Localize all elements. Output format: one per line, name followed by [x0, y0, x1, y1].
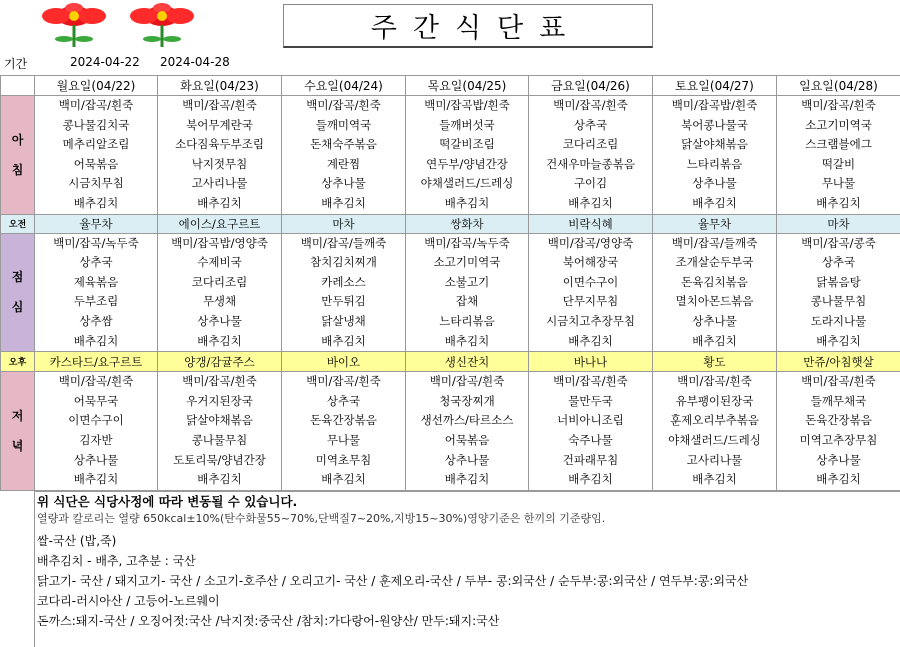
- snack-item: 비락식혜: [529, 214, 653, 233]
- breakfast-label: [1, 96, 35, 215]
- page-title: 주간식단표: [370, 13, 582, 44]
- snack-item: 바나나: [529, 352, 653, 372]
- menu-item: 백미/잡곡/흰죽: [801, 374, 876, 389]
- menu-item: 콩나물무침: [810, 294, 867, 309]
- menu-item: 상추나물: [444, 452, 490, 467]
- menu-item: 카레소스: [321, 274, 366, 289]
- snack-item: 바이오: [282, 352, 406, 372]
- am_snack-label: 오전: [1, 214, 35, 233]
- snack-item: 황도: [653, 352, 777, 372]
- menu-item: 상추나물: [321, 176, 366, 191]
- menu-item: 돈육간장볶음: [805, 413, 872, 428]
- menu-item: 북어콩나물국: [681, 117, 748, 132]
- menu-item: 배추김치: [692, 195, 737, 210]
- menu-item: 백미/잡곡/흰죽: [58, 98, 134, 112]
- snack-item: 마차: [777, 214, 900, 233]
- menu-item: 이면수구이: [562, 274, 619, 289]
- dinner-menu-cell: [653, 372, 777, 491]
- menu-item: 건새우마늘종볶음: [546, 156, 635, 171]
- menu-item: 느타리볶음: [439, 313, 495, 328]
- breakfast-menu-cell: [529, 96, 653, 215]
- origin-line: 돈까스:돼지-국산 / 오징어젓:국산 /낙지젓:중국산 /참치:가다랑어-원양산/ 만두:돼지:국산: [37, 614, 500, 628]
- origin-line: 쌀-국산 (밥,죽): [37, 534, 117, 548]
- menu-item: 시금치고추장무침: [546, 313, 635, 328]
- flower-icons: [34, 3, 204, 49]
- menu-item: 백미/잡곡/콩죽: [801, 235, 876, 250]
- menu-item: 상추쌈: [79, 313, 113, 328]
- menu-item: 닭볶음탕: [816, 274, 861, 289]
- menu-item: 소다짐육두부조림: [175, 137, 264, 152]
- menu-item: 배추김치: [816, 195, 861, 210]
- menu-item: 배추김치: [568, 333, 613, 348]
- menu-item: 배추김치: [444, 333, 490, 348]
- lunch-label-char: 점: [11, 270, 24, 285]
- menu-item: 배추김치: [816, 472, 861, 487]
- snack-item: 율무차: [653, 214, 777, 233]
- origin-line: 코다리-러시아산 / 고등어-노르웨이: [37, 594, 220, 608]
- breakfast-menu-cell: [282, 96, 406, 215]
- menu-item: 만두튀김: [321, 294, 366, 309]
- menu-item: 상추국: [79, 255, 113, 270]
- dinner-menu-cell: [529, 372, 653, 491]
- breakfast-row: [1, 96, 900, 215]
- lunch-menu-cell: [653, 233, 777, 352]
- menu-item: 야채샐러드/드레싱: [420, 176, 514, 191]
- menu-item: 닭살야채볶음: [681, 137, 748, 152]
- menu-item: 북어무계란국: [186, 117, 253, 132]
- menu-item: 백미/잡곡/흰죽: [306, 374, 381, 389]
- menu-item: 상추나물: [692, 313, 737, 328]
- menu-item: 돈채숙주볶음: [310, 137, 377, 152]
- menu-item: 배추김치: [444, 195, 490, 210]
- menu-item: 생선까스/타르소스: [420, 413, 514, 428]
- day-header: 토요일(04/27): [653, 76, 777, 96]
- menu-item: 백미/잡곡밥/흰죽: [424, 98, 510, 112]
- menu-item: 소불고기: [444, 274, 490, 289]
- menu-item: 청국장찌개: [439, 393, 495, 408]
- menu-item: 백미/잡곡/흰죽: [182, 98, 257, 112]
- am_snack-row: [1, 214, 900, 233]
- menu-item: 어묵무국: [73, 393, 119, 408]
- dinner-menu-cell: [406, 372, 529, 491]
- snack-item: 마차: [282, 214, 406, 233]
- menu-item: 돈육간장볶음: [310, 413, 377, 428]
- lunch-menu-cell: [777, 233, 900, 352]
- dinner-menu-cell: [282, 372, 406, 491]
- menu-item: 미역초무침: [315, 452, 372, 467]
- menu-item: 어묵볶음: [444, 432, 490, 447]
- dinner-menu-cell: [158, 372, 282, 491]
- menu-item: 들깨버섯국: [439, 117, 495, 132]
- menu-item: 단무지무침: [562, 294, 619, 309]
- menu-item: 콩나물김치국: [62, 117, 130, 132]
- menu-item: 배추김치: [73, 333, 119, 348]
- menu-item: 배추김치: [568, 472, 613, 487]
- menu-item: 백미/잡곡밥/흰죽: [671, 98, 758, 112]
- menu-item: 유부팽이된장국: [675, 393, 754, 408]
- menu-item: 무나물: [326, 432, 361, 447]
- menu-item: 너비아니조림: [557, 413, 624, 428]
- menu-item: 백미/잡곡/흰죽: [429, 374, 505, 389]
- day-header: 목요일(04/25): [406, 76, 529, 96]
- menu-item: 건파래무침: [562, 452, 619, 467]
- menu-item: 들깨미역국: [315, 117, 372, 132]
- menu-item: 코다리조림: [562, 137, 619, 152]
- menu-item: 상추나물: [816, 452, 861, 467]
- menu-item: 백미/잡곡/영양죽: [547, 235, 634, 250]
- menu-item: 백미/잡곡/녹두죽: [53, 235, 139, 250]
- menu-item: 배추김치: [321, 195, 366, 210]
- menu-item: 백미/잡곡/흰죽: [58, 374, 134, 389]
- menu-item: 상추국: [573, 117, 608, 132]
- lunch-menu-cell: [282, 233, 406, 352]
- menu-item: 무생채: [202, 294, 237, 309]
- menu-item: 멸치아몬드볶음: [675, 294, 754, 309]
- dinner-menu-cell: [777, 372, 900, 491]
- menu-item: 상추나물: [73, 452, 119, 467]
- menu-item: 백미/잡곡/흰죽: [306, 98, 381, 112]
- menu-item: 배추김치: [197, 333, 242, 348]
- breakfast-menu-cell: [406, 96, 529, 215]
- menu-item: 숙주나물: [568, 432, 613, 447]
- lunch-menu-cell: [529, 233, 653, 352]
- lunch-menu-cell: [35, 233, 158, 352]
- lunch-label-char: 심: [11, 300, 24, 315]
- lunch-menu-cell: [158, 233, 282, 352]
- menu-item: 고사리나물: [686, 452, 743, 467]
- menu-item: 상추나물: [692, 176, 737, 191]
- breakfast-menu-cell: [777, 96, 900, 215]
- menu-item: 떡갈비: [821, 156, 856, 171]
- menu-item: 도토리묵/양념간장: [173, 452, 266, 467]
- menu-item: 수제비국: [197, 255, 242, 270]
- menu-item: 미역고추장무침: [799, 432, 878, 447]
- menu-item: 도라지나물: [810, 313, 867, 328]
- menu-item: 우거지된장국: [186, 393, 253, 408]
- dinner-row: [1, 372, 900, 491]
- flower-icon: [130, 3, 194, 47]
- menu-item: 배추김치: [444, 472, 490, 487]
- dinner-label: [1, 372, 35, 491]
- menu-item: 상추나물: [197, 313, 242, 328]
- lunch-row: [1, 233, 900, 352]
- breakfast-menu-cell: [653, 96, 777, 215]
- period-label: 기간: [4, 57, 28, 71]
- menu-item: 백미/잡곡/녹두죽: [424, 235, 510, 250]
- menu-item: 계란찜: [326, 156, 361, 171]
- menu-item: 두부조림: [73, 294, 119, 309]
- menu-item: 스크램블에그: [805, 137, 872, 152]
- snack-item: 생신잔치: [406, 352, 529, 372]
- menu-item: 배추김치: [73, 472, 119, 487]
- menu-item: 낙지젓무침: [191, 156, 248, 171]
- flower-icon: [42, 3, 106, 47]
- menu-item: 콩나물무침: [191, 432, 248, 447]
- day-header: 금요일(04/26): [529, 76, 653, 96]
- origin-line: 닭고기- 국산 / 돼지고기- 국산 / 소고기-호주산 / 오리고기- 국산 / 훈제오리-국산 / 두부- 콩:외국산 / 순두부:콩:외국산 / 연두부:콩:외국산: [37, 574, 749, 588]
- breakfast-label-char: 침: [11, 162, 24, 177]
- menu-item: 백미/잡곡/흰죽: [801, 98, 876, 112]
- menu-item: 배추김치: [197, 472, 242, 487]
- menu-item: 소고기미역국: [805, 117, 872, 132]
- day-header: 화요일(04/23): [158, 76, 282, 96]
- menu-item: 백미/잡곡/흰죽: [677, 374, 752, 389]
- breakfast-menu-cell: [35, 96, 158, 215]
- menu-item: 배추김치: [816, 333, 861, 348]
- menu-item: 고사리나물: [191, 176, 248, 191]
- snack-item: 쌍화차: [406, 214, 529, 233]
- pm_snack-row: [1, 352, 900, 372]
- snack-item: 양갱/감귤주스: [158, 352, 282, 372]
- menu-item: 김자반: [79, 432, 113, 447]
- snack-item: 카스타드/요구르트: [35, 352, 158, 372]
- period-row: [0, 53, 900, 73]
- dinner-menu-cell: [35, 372, 158, 491]
- menu-item: 돈육김치볶음: [681, 274, 748, 289]
- menu-item: 북어해장국: [562, 255, 619, 270]
- menu-item: 느타리볶음: [686, 156, 743, 171]
- menu-item: 조개살순두부국: [675, 255, 754, 270]
- menu-item: 닭살냉채: [321, 313, 366, 328]
- corner-cell: [1, 76, 35, 96]
- menu-item: 제육볶음: [73, 274, 119, 289]
- menu-item: 백미/잡곡/들깨죽: [671, 235, 758, 250]
- menu-item: 참치김치찌개: [310, 255, 377, 270]
- day-header: 월요일(04/22): [35, 76, 158, 96]
- dinner-label-char: 저: [11, 408, 24, 423]
- menu-item: 코다리조림: [191, 274, 248, 289]
- lunch-label: [1, 233, 35, 352]
- period-end: 2024-04-28: [160, 55, 230, 69]
- menu-item: 어묵볶음: [73, 156, 119, 171]
- breakfast-label-char: 아: [11, 132, 24, 147]
- page-title-box: [283, 4, 653, 48]
- menu-item: 닭살야채볶음: [186, 413, 253, 428]
- notice-text: 위 식단은 식당사정에 따라 변동될 수 있습니다.: [37, 494, 298, 509]
- snack-item: 만쥬/아침햇살: [777, 352, 900, 372]
- weekly-menu-table: [0, 75, 900, 491]
- menu-item: 시금치무침: [68, 176, 124, 191]
- menu-item: 연두부/양념간장: [426, 156, 508, 171]
- menu-item: 배추김치: [321, 333, 366, 348]
- lunch-menu-cell: [406, 233, 529, 352]
- notes-section: [34, 491, 900, 647]
- period-start: 2024-04-22: [70, 55, 140, 69]
- menu-item: 떡갈비조림: [439, 137, 495, 152]
- menu-item: 소고기미역국: [433, 255, 501, 270]
- dinner-label-char: 녁: [11, 438, 24, 453]
- menu-item: 이면수구이: [68, 413, 124, 428]
- day-header: 일요일(04/28): [777, 76, 900, 96]
- menu-item: 구이김: [573, 176, 608, 191]
- menu-item: 상추국: [326, 393, 361, 408]
- menu-item: 훈제오리부추볶음: [670, 413, 759, 428]
- pm_snack-label: 오후: [1, 352, 35, 372]
- menu-item: 메추리알조림: [62, 137, 130, 152]
- menu-item: 백미/잡곡밥/영양죽: [171, 235, 268, 250]
- menu-item: 백미/잡곡/흰죽: [182, 374, 257, 389]
- menu-item: 배추김치: [692, 472, 737, 487]
- menu-item: 잡채: [455, 294, 479, 309]
- menu-item: 배추김치: [321, 472, 366, 487]
- nutrition-text: 열량과 칼로리는 열량 650kcal±10%(탄수화물55~70%,단백질7~20%,지방15~30%)영양기준은 한끼의 기준량임.: [37, 512, 606, 525]
- menu-item: 물만두국: [568, 393, 613, 408]
- menu-item: 무나물: [821, 176, 856, 191]
- menu-item: 배추김치: [197, 195, 242, 210]
- day-header-row: [1, 76, 900, 96]
- snack-item: 에이스/요구르트: [158, 214, 282, 233]
- menu-item: 상추국: [821, 255, 856, 270]
- menu-item: 배추김치: [568, 195, 613, 210]
- menu-item: 백미/잡곡/흰죽: [553, 98, 628, 112]
- menu-item: 배추김치: [73, 195, 119, 210]
- origin-line: 배추김치 - 배추, 고추분 : 국산: [37, 554, 196, 568]
- menu-item: 백미/잡곡/흰죽: [553, 374, 628, 389]
- breakfast-menu-cell: [158, 96, 282, 215]
- menu-item: 배추김치: [692, 333, 737, 348]
- menu-item: 야채샐러드/드레싱: [668, 432, 761, 447]
- menu-item: 백미/잡곡/들깨죽: [300, 235, 387, 250]
- day-header: 수요일(04/24): [282, 76, 406, 96]
- menu-item: 들깨무채국: [810, 393, 867, 408]
- snack-item: 율무차: [35, 214, 158, 233]
